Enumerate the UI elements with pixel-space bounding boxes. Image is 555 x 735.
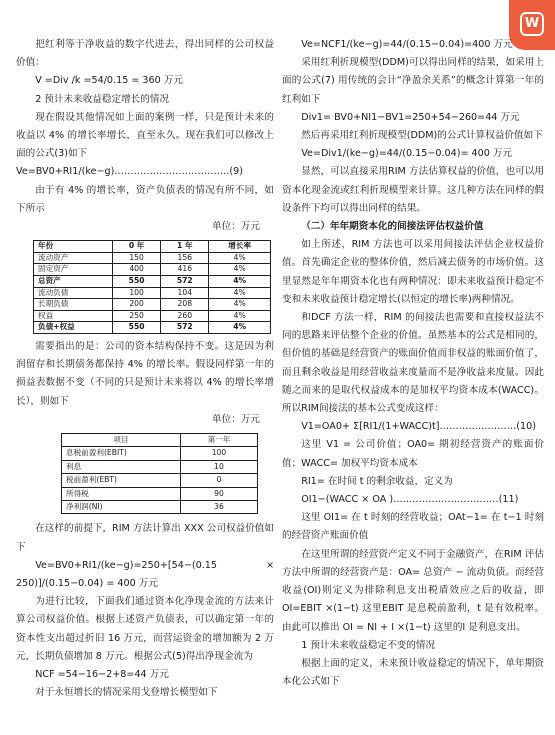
table-row xyxy=(62,501,258,514)
document-w-icon: W xyxy=(520,12,544,36)
table-header-cell: 1 年 xyxy=(161,241,209,253)
paragraph: 显然，可以直接采用RIM 方法估算权益的价值，也可以用资本化现金流或红利折现模型来计算。这几种方法在同样的假设条件下均可以得出同样的结果。 xyxy=(282,166,544,214)
paragraph: 现在假设其他情况如上面的案例一样，只是预计未来的收益以 4% 的增长率增长，直至永久。现在我们可以修改上面的公式(3)如下 xyxy=(16,111,274,160)
unit-label: 单位：万元 xyxy=(212,413,260,425)
table-cell: 90 xyxy=(181,487,258,500)
paragraph: 根据上面的定义，未来预计收益稳定的情况下，单年期资本化公式如下 xyxy=(282,657,544,688)
subheading: 2 预计未来收益稳定增长的情况 xyxy=(35,93,170,105)
table-cell: 150 xyxy=(113,252,161,264)
table-cell: 4% xyxy=(209,276,271,288)
table-cell: 36 xyxy=(181,501,258,514)
table-cell: 208 xyxy=(161,299,209,311)
table-cell: 固定资产 xyxy=(34,264,113,276)
formula: Ve=NCF1/(ke−g)=44/(0.15−0.04)=400 万元 xyxy=(301,39,513,50)
table-cell: 负债+权益 xyxy=(34,322,113,334)
table-cell: 104 xyxy=(161,287,209,299)
table-cell: 4% xyxy=(209,299,271,311)
table-row xyxy=(34,310,271,322)
table-cell: 550 xyxy=(113,322,161,334)
balance-sheet-table xyxy=(33,240,271,334)
table-cell: 长期负债 xyxy=(34,299,113,311)
paragraph: 在这里所谓的经营资产定义不同于金融资产，在RIM 评估方法中所谓的经营资产是：OA= 总资产 − 流动负债。而经营收益(OI)则定义为排除利息支出税盾效应之后的收益，即 OI=EBIT ×(1−t) 这里EBIT 是息税前盈利，t 是有效税率。由此可以推出 OI = NI + I ×(1−t) 这里的I 是利息支出。 xyxy=(282,548,544,633)
paragraph: 和DCF 方法一样，RIM 的间接法也需要和直接权益法不同的思路来评估整个企业的价值。虽然基本的公式是相同的，但价值的基础是经营资产的账面价值而非权益的账面价值了，而且剩余收益是用经营收益来度量而不是净收益来度量。因此随之而来的是取代权益成本的是加权平均资本成本(WACC)。所以RIM间接法的基本公式变成这样： xyxy=(282,312,544,415)
table-cell: 156 xyxy=(161,252,209,264)
table-cell: 416 xyxy=(161,264,209,276)
table-cell: 4% xyxy=(209,252,271,264)
left-column xyxy=(16,36,274,702)
table-cell: 流动资产 xyxy=(34,252,113,264)
right-column xyxy=(282,36,544,691)
table-cell: 0 xyxy=(181,474,258,487)
formula: Div1= BV0+NI1−BV1=250+54−260=44 万元 xyxy=(301,111,520,123)
formula: Ve=Div1/(ke−g)=44/(0.15−0.04)= 400 万元 xyxy=(301,148,513,160)
paragraph: 需要指出的是：公司的资本结构保持不变。这是因为利润留存和长期债务都保持 4% 的增长率。假设同样第一年的损益表数据不变（不同的只是预计未来将以 4% 的增长率增长），则如下 xyxy=(16,340,274,407)
table-cell: 所得税 xyxy=(62,487,181,500)
table-row xyxy=(34,287,271,299)
section-heading: （二）年年期资本化的间接法评估权益价值 xyxy=(301,221,484,233)
table-header-cell: 第一年 xyxy=(181,434,258,447)
table-cell: 572 xyxy=(161,322,209,334)
table-row xyxy=(34,276,271,288)
table-row xyxy=(34,264,271,276)
subheading: 1 预计未来收益稳定不变的情况 xyxy=(301,639,436,651)
table-cell: 流动负债 xyxy=(34,287,113,299)
paragraph: 为进行比较，下面我们通过资本化净现金流的方法来计算公司权益价值。根据上述资产负债表，可以确定第一年的资本性支出超过折旧 16 万元，而营运资金的增加额为 2 万元，长期负债增加 8 万元。根据公式(5)得出净现金流为 xyxy=(16,596,274,662)
table-cell: 税前盈利(EBT) xyxy=(62,474,181,487)
table-cell: 4% xyxy=(209,264,271,276)
table-row xyxy=(34,252,271,264)
table-row xyxy=(62,447,258,460)
table-cell: 10 xyxy=(181,460,258,473)
table-header-row xyxy=(34,241,271,253)
table-cell: 400 xyxy=(113,264,161,276)
table-cell: 250 xyxy=(113,310,161,322)
formula: OI1−(WACC × OA )……………………………(11) xyxy=(301,494,519,506)
formula: V =Div /k =54/0.15 = 360 万元 xyxy=(35,75,183,87)
table-cell: 4% xyxy=(209,287,271,299)
table-cell: 572 xyxy=(161,276,209,288)
formula: Ve=BV0+RI1/(ke−g)………………………………(9) xyxy=(16,166,244,178)
paragraph: 在这样的前提下，RIM 方法计算出 XXX 公司权益价值如下 xyxy=(16,523,274,553)
formula: NCF =54−16−2+8=44 万元 xyxy=(35,669,169,681)
table-cell: 净利润(NI) xyxy=(62,501,181,514)
income-statement-table xyxy=(61,433,258,514)
paragraph: 这里 V1 = 公司价值；OA0= 期初经营资产的账面价值；WACC= 加权平均资本成本 xyxy=(282,439,544,469)
table-header-row xyxy=(62,434,258,447)
paragraph: 然后再采用红利折现模型(DDM)的公式计算权益价值如下 xyxy=(301,130,543,142)
table-row xyxy=(62,487,258,500)
formula: V1=OA0+ Σ[RI1/(1+WACC)t]……………………(10) xyxy=(301,421,536,433)
table-cell: 100 xyxy=(181,447,258,460)
table-cell: 权益 xyxy=(34,310,113,322)
table-cell: 260 xyxy=(161,310,209,322)
table-cell: 总资产 xyxy=(34,276,113,288)
table-cell: 100 xyxy=(113,287,161,299)
table-cell: 息税前盈利(EBIT) xyxy=(62,447,181,460)
table-header-cell: 年份 xyxy=(34,241,113,253)
table-row xyxy=(62,474,258,487)
table-header-cell: 增长率 xyxy=(209,241,271,253)
paragraph: 对于永恒增长的情况采用戈登增长模型如下 xyxy=(35,687,218,699)
table-cell: 4% xyxy=(209,310,271,322)
paragraph: 由于有 4% 的增长率，资产负债表的情况有所不同，如下所示 xyxy=(16,184,274,214)
unit-label: 单位：万元 xyxy=(212,221,260,233)
table-cell: 550 xyxy=(113,276,161,288)
table-cell: 200 xyxy=(113,299,161,311)
table-header-cell: 0 年 xyxy=(113,241,161,253)
formula: Ve=BV0+RI1/(ke−g)=250+[54−(0.15 × 250)]/(0.15−0.04) = 400 万元 xyxy=(16,559,274,590)
paragraph: 如上所述，RIM 方法也可以采用间接法评估企业权益价值。首先确定企业的整体价值，然后减去债务的市场价值。这里显然是年年期资本化也有两种情况：即未来收益预计稳定不变和未来收益预计稳定增长(以恒定的增长率)两种情况。 xyxy=(282,239,544,305)
table-cell: 利息 xyxy=(62,460,181,473)
table-header-cell: 项目 xyxy=(62,434,181,447)
table-row xyxy=(62,460,258,473)
table-cell: 4% xyxy=(209,322,271,334)
table-row xyxy=(34,322,271,334)
paragraph: RI1= 在时间 t 的剩余收益，定义为 xyxy=(301,475,453,487)
paragraph: 采用红利折现模型(DDM)可以得出同样的结果，如采用上面的公式(7) 用传统的会计“净盈余关系”的概念计算第一年的红利如下 xyxy=(282,57,544,105)
paragraph: 把红利等于净收益的数字代进去，得出同样的公司权益价值： xyxy=(16,39,274,69)
table-row xyxy=(34,299,271,311)
paragraph: 这里 OI1= 在 t 时刻的经营收益；OAt−1= 在 t−1 时刻的经营资产账面价值 xyxy=(282,512,544,542)
